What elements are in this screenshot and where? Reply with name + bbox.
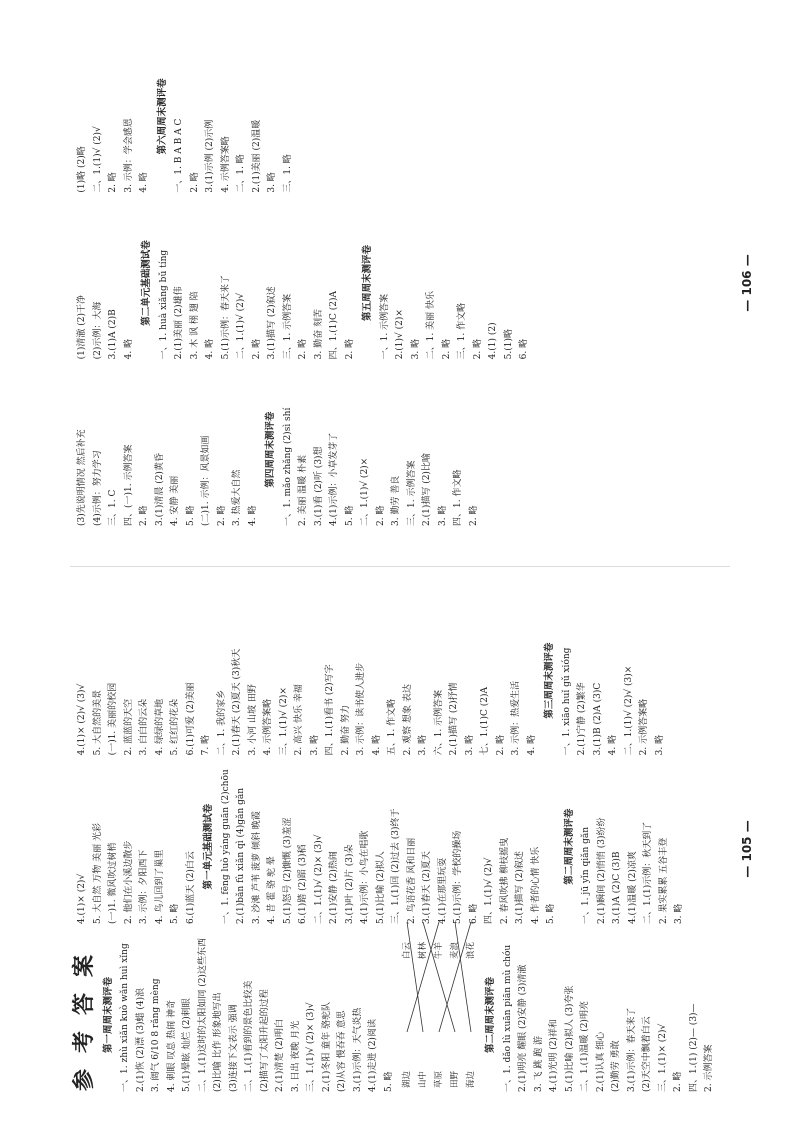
answer-line: 二、1.(1)√ (2)× (360, 457, 370, 526)
answer-line: 2. 略 (468, 505, 479, 526)
answer-line: 3. 示例：学会感恩 (123, 118, 134, 193)
answer-line: 3. 小河 山坡 田野 (247, 684, 258, 756)
answer-line: (2)比喻 比作 形象地写出 (213, 992, 223, 1092)
answer-line: 2. 略 (495, 734, 506, 756)
answer-line: 一、1. xiāo huǐ gǔ xióng (561, 647, 572, 756)
answer-line: 4. 示例答案略 (220, 136, 231, 193)
answer-line: 3. 示例：读书使人进步 (356, 662, 366, 756)
answer-line: 3. 勤劳 善良 (391, 475, 401, 526)
answer-line: 二、1. 略 (236, 154, 246, 193)
answer-line: 四、1. 作文略 (453, 469, 463, 526)
column-4 (75, 373, 725, 526)
answer-line: 4. 略 (526, 734, 537, 756)
answer-line: 2.(1)美丽 (2)雄伟 (174, 286, 184, 360)
answer-line: 3. 日出 夜晚 月光 (290, 1020, 301, 1092)
answer-line: 2.(1)恢 (2)漂 (3)蜡 (4)浪 (135, 987, 146, 1092)
answer-line: 4. 略 (139, 172, 149, 193)
answer-line: 2. 略 (441, 338, 452, 360)
section-heading: 第四周周末测评卷 (265, 411, 276, 488)
match-item: 牛羊 (434, 942, 444, 960)
answer-line: 3. 阔气 6/10 8 rǎng mèng (151, 978, 161, 1092)
answer-line: 4. 鸟儿回到了巢里 (154, 849, 165, 925)
page-number: — 106 — (740, 254, 754, 312)
answer-line: 2.(1)清楚 (2)明白 (275, 1019, 285, 1092)
answer-line: (二)1. 示例：风景如画 (201, 435, 211, 526)
answer-line: 4.(1)在那里玩耍 (437, 857, 448, 925)
column-2 (75, 769, 725, 924)
answer-line: 二、1. 我的家乡 (216, 689, 227, 756)
answer-line: 4. 略 (608, 734, 618, 756)
match-item: 湖边 (402, 1070, 412, 1088)
answer-line: 一、1. jū yǐn qiǎn gǎn (581, 826, 591, 925)
matching-lines (399, 922, 479, 1032)
answer-line: 4. 略 (371, 734, 382, 756)
answer-line: 3.(1)清晨 (2)黄昏 (154, 453, 165, 526)
answer-line: 五、1. 作文略 (387, 698, 397, 756)
section-heading: 第一周周末测评卷 (102, 977, 114, 1054)
answer-line: 4.(1)温暖 (2)凉爽 (627, 851, 638, 925)
answer-line: (2)描写了太阳升起的过程 (259, 989, 270, 1092)
answer-line: 2. 勤奋 努力 (340, 705, 351, 756)
answer-line: 一、1. dǎo lù xuān piān mù chóu (502, 944, 513, 1092)
answer-line: 3. 热爱大自然 (232, 469, 242, 526)
answer-line: 3.(1)春天 (2)夏天 (422, 851, 432, 925)
answer-line: 4. 刺眼 叹息 热闹 神奇 (166, 999, 177, 1092)
answer-line: 2.(1)安静 (2)热闹 (329, 851, 339, 925)
section-heading: 第五周周末测评卷 (362, 244, 373, 321)
answer-line: 2. 果实累累 五谷丰登 (658, 837, 669, 925)
answer-line: 6. 略 (519, 338, 529, 360)
answer-line: 2. 略 (472, 338, 483, 360)
section-heading: 第六周周末测评卷 (156, 78, 168, 155)
answer-line: (1)略 (2)略 (77, 146, 87, 193)
answer-line: 一、1. huà xiǎng bǔ tíng (158, 249, 169, 360)
answer-line: (2)从容 慢吞吞 意思 (337, 1010, 347, 1092)
answer-line: 一、1. 示例答案 (379, 293, 390, 360)
answer-line: 二、1.(1)√ (2)√ (92, 126, 103, 193)
answer-line: 2. 略 (216, 505, 227, 526)
answer-line: 一、1. zhù xiǎn kuò wǎn huì xǐng (120, 943, 130, 1092)
answer-line: 三、1. 示例答案 (406, 460, 417, 526)
match-item: 山中 (418, 1070, 428, 1088)
answer-line: (3)先说明情况 然后补充 (77, 429, 87, 526)
answer-line: 3.(1)示例：春天来了 (626, 1007, 637, 1092)
answer-line: 6.(1)可爱 (2)美丽 (185, 682, 196, 756)
answer-line: 3. 示例：夕阳西下 (139, 849, 149, 925)
answer-line: 2. 高兴 快乐 幸福 (294, 684, 304, 756)
answer-line: 2. 春风吹拂 柳枝摇曳 (499, 837, 510, 925)
answer-line: 2.(1)明亮 耀眼 (2)安静 (3)清澈 (518, 964, 528, 1092)
answer-line: 3.(1)示例 (2)示例 (205, 119, 215, 193)
answer-line: 三、1. C (108, 489, 118, 526)
answer-line: 二、1. 美丽 快乐 (426, 291, 436, 360)
match-item: 麦浪 (450, 942, 460, 960)
section-heading: 第一单元基础测试卷 (203, 803, 214, 890)
section-heading: 第二周周末测评卷 (563, 808, 575, 885)
answer-line: 三、1.(1)√ (2)× (278, 687, 289, 756)
answer-line: 4.(1)× (2)√ (77, 873, 87, 925)
answer-line: 三、1. 示例答案 (282, 293, 293, 360)
answer-line: 四、1.(1)√ (2)√ (484, 857, 494, 925)
answer-line: 四、1.(1)看书 (2)写字 (325, 664, 335, 756)
answer-line: 一、1. mǎo zhǎng (2)sì shí (282, 407, 293, 526)
answer-line: 二、1.(1)√ (2)√ (236, 292, 246, 360)
answer-line: 六、1. 示例答案 (433, 689, 444, 756)
match-item: 浪花 (466, 942, 476, 960)
answer-line: 一、1. B A B A C (174, 118, 184, 193)
answer-line: 3. 略 (410, 338, 421, 360)
answer-line: 4. 作者的心情 快乐 (530, 846, 541, 925)
answer-line: (1)清澈 (2)干净 (77, 294, 87, 360)
section-heading: 第二周周末测评卷 (485, 977, 496, 1054)
match-item: 白云 (402, 942, 412, 960)
answer-line: 4. 绿绿的草地 (154, 698, 165, 756)
match-item: 树林 (418, 942, 428, 960)
answer-line: 4.(1)走进 (2)阅读 (368, 1019, 378, 1092)
page-number: — 105 — (740, 820, 754, 878)
column-1 (72, 938, 725, 1092)
answer-line: 2. 略 (189, 172, 200, 193)
answer-line: (2)勤劳 勇敢 (611, 1040, 621, 1092)
answer-line: 3. 木 讽 栩 翅 陪 (189, 291, 200, 360)
answer-line: 3. 勤奋 刻苦 (313, 309, 324, 360)
answer-line: 5. 红红的花朵 (170, 698, 180, 756)
answer-line: 四、(一)1. 示例答案 (123, 444, 134, 526)
section-heading: 第三周周末测评卷 (544, 642, 555, 719)
answer-line: (一)1. 美丽的校园 (108, 682, 118, 756)
answer-line: 5.(1)比喻 (2)拟人 (3)夸张 (564, 985, 575, 1092)
answer-line: 2.(1)描写 (2)抒情 (449, 682, 459, 756)
answer-line: 3.(1)看 (2)听 (3)想 (313, 446, 324, 526)
answer-line: 7. 略 (201, 734, 211, 756)
column-3 (75, 606, 725, 755)
answer-line: 2. 略 (251, 338, 262, 360)
answer-line: 3. 飞 跳 跑 游 (533, 1035, 544, 1092)
answer-line: 5. 略 (170, 903, 180, 925)
answer-line: 4.(1) (2) (488, 322, 498, 360)
answer-line: 6.(1)踏 (2)蹈 (3)稻 (298, 844, 308, 925)
answer-line: 2.(1)宁静 (2)繁华 (577, 682, 587, 756)
answer-line: 5. 略 (185, 505, 196, 526)
answer-line: 三、1. 略 (282, 154, 293, 193)
answer-line: 2. 略 (375, 505, 386, 526)
answer-line: 2. 鸟语花香 风和日丽 (406, 837, 417, 925)
answer-line: 3. 略 (654, 734, 665, 756)
answer-line: 四、1.(1) (2)— (3)— (688, 1003, 699, 1092)
answer-line: 5. 大自然的美景 (92, 689, 103, 756)
answer-line: 2.(1)瞬间 (2)悄悄 (3)纷纷 (596, 817, 607, 925)
answer-line: (3)连接下文表示 强调 (228, 1004, 239, 1092)
answer-line: 4. 略 (205, 338, 215, 360)
answer-line: 6. 略 (468, 903, 479, 925)
answer-line: 3.(1)A (2)B (108, 309, 118, 360)
answer-line: 5.(1)怒号 (2)慷慨 (3)羞涩 (282, 817, 293, 925)
answer-line: 5.(1)示例：春天来了 (220, 274, 231, 360)
answer-line: 二、1.(1)√ (2)× (3)√ (313, 834, 324, 925)
answer-line: 3. 白白的云朵 (139, 698, 149, 756)
answer-line: 二、1.(1)温暖 (2)明亮 (580, 1001, 590, 1092)
answer-line: 二、1.(1)看到的景色比较美 (244, 980, 254, 1092)
answer-line: 3. 略 (267, 172, 277, 193)
answer-line: 2. 略 (139, 505, 149, 526)
answer-line: 2.(1)认真 细心 (595, 1031, 606, 1092)
answer-line: 4.(1)示例：小鸟在唱歌 (360, 830, 370, 925)
answer-line: 3. 略 (674, 903, 684, 925)
answer-line: 5.(1)示例：学校的操场 (453, 830, 463, 925)
answer-line: 2. 略 (298, 338, 308, 360)
answer-line: 一、1. fēng luò yáng guān (2)chōu (220, 769, 231, 925)
answer-line: 3.(1)叶 (2)片 (3)朵 (344, 844, 355, 925)
left-page (0, 566, 800, 1132)
answer-line: 4.(1)光明 (2)祥和 (549, 1019, 559, 1092)
answer-line: 4.(1)× (2)√ (3)√ (77, 683, 87, 756)
answer-line: 2. 观察 想象 表达 (402, 684, 413, 756)
answer-line: 4. 示例答案略 (263, 698, 273, 756)
answer-line: 2. 示例答案 (704, 1044, 714, 1092)
answer-line: 2. 美丽 温暖 朴素 (298, 454, 308, 526)
answer-line: 三、1.(1)回 (2)过去 (3)终于 (391, 808, 401, 925)
answer-line: 5. 略 (383, 1071, 394, 1092)
answer-line: (一)1. 微风吹过树梢 (108, 842, 118, 925)
answer-line: 5. 略 (546, 903, 556, 925)
answer-line: 2. 示例答案略 (639, 698, 649, 756)
answer-line: 2.(1)描写 (2)比喻 (422, 453, 432, 526)
answer-line: 三、1.(1)√ (2)× (3)√ (306, 1002, 316, 1092)
gutter (70, 566, 730, 567)
column-5 (75, 207, 725, 360)
answer-line: 2. 蓝蓝的天空 (123, 698, 134, 756)
answer-line: 2. 略 (673, 1071, 683, 1092)
answer-line: 二、1.(1)√ (2)√ (3)× (623, 665, 634, 756)
answer-line: 4. 略 (123, 338, 134, 360)
answer-line: 3.(1)A (2)C (3)B (612, 851, 622, 925)
answer-line: 二、1.(1)示例：秋天到了 (643, 821, 653, 925)
answer-line: 2. 他们在小溪边散步 (123, 840, 134, 925)
answer-line: 2.(1)春天 (2)夏天 (3)秋天 (232, 648, 242, 756)
answer-line: 2.(1)美丽 (2)温暖 (251, 119, 262, 193)
answer-line: 3. 沙滩 芦苇 菠萝 倾斜 晚霞 (251, 811, 262, 925)
answer-line: 3. 示例：热爱生活 (511, 680, 521, 756)
document-title: 参考答案 (72, 939, 97, 1092)
answer-line: (4)示例：努力学习 (92, 450, 103, 526)
answer-line: 4. 略 (247, 505, 258, 526)
matching-diagram (399, 938, 479, 1092)
match-item: 草原 (434, 1070, 444, 1088)
answer-line: 5.(1)比喻 (2)拟人 (375, 851, 386, 925)
answer-line: 二、1.(1)这时的太阳如同 (2)这些东西 (197, 938, 208, 1092)
match-item: 田野 (450, 1070, 460, 1088)
answer-line: 2.(1)bǎn fù xiǎn qì (4)gǎn gǎn (236, 788, 246, 925)
answer-line: (2)示例：大海 (92, 301, 103, 360)
answer-line: 三、1. 作文略 (457, 302, 467, 360)
answer-line: 七、1.(1)C (2)A (480, 686, 490, 756)
answer-line: 5. 大自然 万物 美丽 光彩 (92, 823, 103, 925)
answer-line: 3.(1)描写 (2)叙述 (515, 851, 525, 925)
answer-line: 2.(1)冬阳 童年 骆驼队 (321, 1001, 332, 1092)
answer-line: 3. 略 (418, 734, 428, 756)
answer-line: 3. 略 (464, 734, 475, 756)
answer-line: 4.(1)示例：小草发芽了 (329, 432, 339, 526)
answer-line: 三、1.(1)× (2)√ (657, 1023, 668, 1092)
section-heading: 第二单元基础测试卷 (141, 240, 152, 326)
answer-line: 4. 安静 美丽 (170, 475, 180, 526)
answer-line: 3.(1)示例：天气炎热 (352, 1007, 363, 1092)
answer-line: 四、1.(1)C (2)A (329, 290, 339, 360)
answer-line: 2.(1)√ (2)× (395, 309, 405, 360)
answer-line: 3.(1)描写 (2)叙述 (267, 286, 277, 360)
answer-line: 6.(1)蓝天 (2)白云 (185, 851, 196, 925)
answer-line: 2. 略 (108, 172, 118, 193)
answer-line: 5.(1)晕眩 灿烂 (2)刺眼 (182, 998, 192, 1092)
answer-line: 5.(1)略 (503, 328, 514, 360)
answer-line: 3.(1)B (2)A (3)C (592, 682, 603, 756)
answer-line: (2)天空中飘着白云 (642, 1016, 652, 1092)
answer-line: 5. 略 (344, 505, 355, 526)
column-6 (75, 40, 725, 193)
answer-line: 4. 昔 霍 骆 驼 晕 (267, 856, 277, 925)
answer-line: 2. 略 (344, 338, 355, 360)
match-item: 海边 (466, 1070, 476, 1088)
answer-line: 3. 略 (437, 505, 448, 526)
answer-line: 3. 略 (309, 734, 320, 756)
